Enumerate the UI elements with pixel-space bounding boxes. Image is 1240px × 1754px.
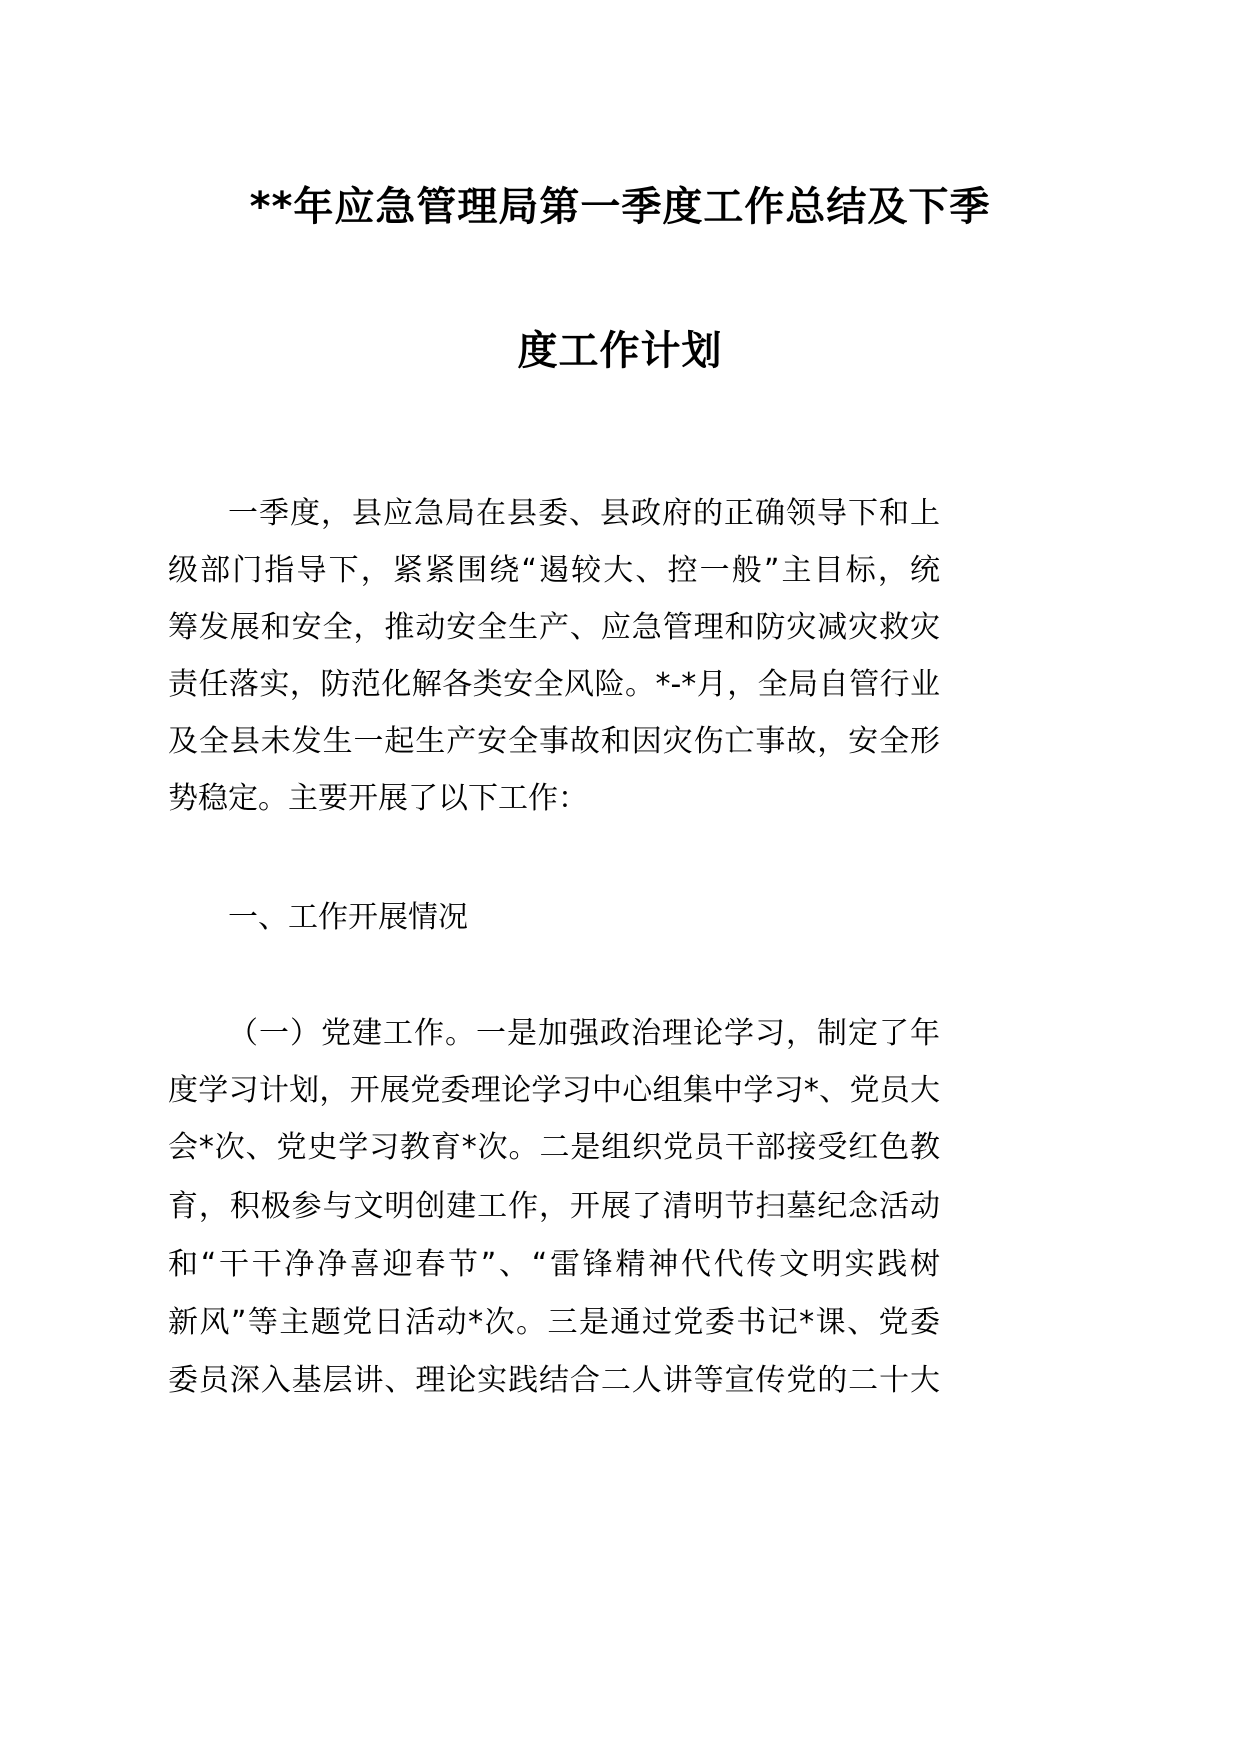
intro-paragraph-line: 及全县未发生一起生产安全事故和因灾伤亡事故，安全形 (168, 724, 940, 759)
party-paragraph-line: 新风”等主题党日活动*次。三是通过党委书记*课、党委 (168, 1305, 940, 1340)
intro-paragraph-line: 责任落实，防范化解各类安全风险。*-*月，全局自管行业 (168, 667, 940, 702)
document-title-line-2: 度工作计划 (517, 328, 723, 374)
section-heading: 一、工作开展情况 (228, 900, 468, 935)
party-paragraph-line: 委员深入基层讲、理论实践结合二人讲等宣传党的二十大 (168, 1363, 940, 1398)
intro-paragraph-line: 一季度，县应急局在县委、县政府的正确领导下和上 (228, 496, 940, 531)
intro-paragraph-line: 筹发展和安全，推动安全生产、应急管理和防灾减灾救灾 (168, 610, 940, 645)
party-paragraph-line: （一）党建工作。一是加强政治理论学习，制定了年 (228, 1016, 940, 1051)
intro-paragraph-line: 势稳定。主要开展了以下工作： (168, 781, 588, 816)
party-paragraph-line: 会*次、党史学习教育*次。二是组织党员干部接受红色教 (168, 1130, 940, 1165)
party-paragraph-line: 度学习计划，开展党委理论学习中心组集中学习*、党员大 (168, 1073, 940, 1108)
party-paragraph-line: 育，积极参与文明创建工作，开展了清明节扫墓纪念活动 (168, 1189, 940, 1224)
intro-paragraph-line: 级部门指导下，紧紧围绕“遏较大、控一般”主目标，统 (168, 553, 940, 588)
document-title-line-1: **年应急管理局第一季度工作总结及下季 (249, 184, 991, 230)
party-paragraph-line: 和“干干净净喜迎春节”、“雷锋精神代代传文明实践树 (168, 1247, 940, 1282)
